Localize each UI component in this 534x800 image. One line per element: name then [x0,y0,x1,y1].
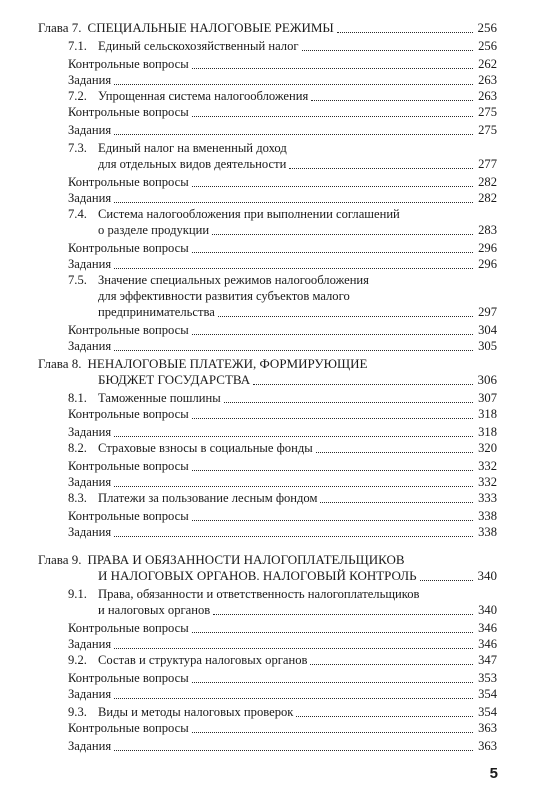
dot-leader [114,84,473,85]
entry-title: Задания [68,525,112,539]
section-title: Платежи за пользование лесным фондом [98,491,318,505]
entry-title: Контрольные вопросы [68,105,189,119]
entry-title-continued: и налоговых органов [98,603,211,617]
dot-leader [420,580,473,581]
entry-title: Контрольные вопросы [68,323,189,337]
section-number: 8.3. [68,491,87,505]
dot-leader [289,168,473,169]
section-title: Упрощенная система налогообложения [98,89,309,103]
page-ref: 354 [478,687,497,701]
toc-line [38,552,405,568]
dot-leader [114,698,473,699]
toc-line [68,190,497,206]
section-number: 8.1. [68,391,87,405]
entry-title: Контрольные вопросы [68,509,189,523]
toc-line [68,256,497,272]
entry-title-continued: И НАЛОГОВЫХ ОРГАНОВ. НАЛОГОВЫЙ КОНТРОЛЬ [98,568,417,583]
section-number: 7.5. [68,273,87,287]
dot-leader [192,632,473,633]
toc-line [68,738,497,754]
entry-title: Задания [68,637,112,651]
page-ref: 262 [478,57,497,71]
page-ref: 282 [478,191,497,205]
dot-leader [337,32,473,33]
toc-line [68,104,497,120]
entry-title: Контрольные вопросы [68,57,189,71]
section-title: Страховые взносы в социальные фонды [98,441,313,455]
dot-leader [302,50,473,51]
toc-line [68,206,400,222]
dot-leader [218,316,473,317]
section-number: 7.1. [68,39,87,53]
entry-title-continued: для эффективности развития субъектов малого [98,289,350,303]
page-ref: 318 [478,407,497,421]
page-ref: 340 [477,568,497,583]
section-number: 7.2. [68,89,87,103]
section-number: 9.1. [68,587,87,601]
chapter-label: Глава 8. [38,356,82,371]
dot-leader [192,520,473,521]
entry-title: Задания [68,191,112,205]
toc-line [68,122,497,138]
dot-leader [192,682,473,683]
page-ref: 296 [478,241,497,255]
toc-line-continued [98,156,497,172]
page-ref: 305 [478,339,497,353]
dot-leader [320,502,473,503]
entry-title-continued: о разделе продукции [98,223,210,237]
page-ref: 332 [478,459,497,473]
section-number: 9.2. [68,653,87,667]
toc-line [68,704,497,720]
dot-leader [192,334,473,335]
entry-title-continued: предпринимательства [98,305,215,319]
page-ref: 256 [478,39,497,53]
page-ref: 333 [478,491,497,505]
page-ref: 353 [478,671,497,685]
section-number: 7.3. [68,141,87,155]
dot-leader [224,402,473,403]
dot-leader [192,732,473,733]
toc-line [68,390,497,406]
page-ref: 283 [478,223,497,237]
entry-title: Задания [68,339,112,353]
dot-leader [192,186,473,187]
dot-leader [311,100,473,101]
page-ref: 307 [478,391,497,405]
toc-line [68,720,497,736]
toc-line [68,174,497,190]
entry-title: Контрольные вопросы [68,459,189,473]
entry-title: Контрольные вопросы [68,621,189,635]
toc-line [68,474,497,490]
toc-line-continued [98,222,497,238]
entry-title: Задания [68,739,112,753]
page-ref: 275 [478,123,497,137]
section-number: 9.3. [68,705,87,719]
page-ref: 363 [478,739,497,753]
entry-title: Контрольные вопросы [68,175,189,189]
page-ref: 338 [478,525,497,539]
toc-line [68,458,497,474]
toc-line [68,670,497,686]
page-ref: 363 [478,721,497,735]
toc-line [68,272,369,288]
toc-line [68,56,497,72]
page-ref: 318 [478,425,497,439]
toc-line [68,686,497,702]
chapter-title: СПЕЦИАЛЬНЫЕ НАЛОГОВЫЕ РЕЖИМЫ [87,20,334,35]
toc-line-continued [98,372,497,388]
page-number: 5 [489,765,498,782]
dot-leader [192,252,473,253]
section-title: Единый налог на вмененный доход [98,141,287,155]
section-number: 8.2. [68,441,87,455]
toc-line [68,88,497,104]
toc-line [68,586,419,602]
dot-leader [114,536,473,537]
toc-line [68,652,497,668]
dot-leader [192,116,473,117]
page-ref: 332 [478,475,497,489]
entry-title: Задания [68,257,112,271]
page-ref: 304 [478,323,497,337]
section-title: Таможенные пошлины [98,391,221,405]
section-title: Права, обязанности и ответственность налогоплательщиков [98,587,420,601]
page-ref: 256 [477,20,497,35]
dot-leader [114,350,473,351]
toc-line [68,524,497,540]
page-ref: 346 [478,621,497,635]
page-ref: 354 [478,705,497,719]
page-ref: 277 [478,157,497,171]
section-title: Виды и методы налоговых проверок [98,705,294,719]
dot-leader [114,648,473,649]
toc-line [68,322,497,338]
chapter-title: НЕНАЛОГОВЫЕ ПЛАТЕЖИ, ФОРМИРУЮЩИЕ [87,356,368,371]
dot-leader [213,614,473,615]
page-ref: 275 [478,105,497,119]
entry-title: Контрольные вопросы [68,671,189,685]
entry-title: Контрольные вопросы [68,241,189,255]
toc-line-continued [98,568,497,584]
dot-leader [212,234,473,235]
toc-line [38,20,497,36]
dot-leader [253,384,473,385]
toc-line [68,620,497,636]
dot-leader [310,664,473,665]
toc-line [68,38,497,54]
toc-line [68,636,497,652]
toc-line [68,338,497,354]
dot-leader [192,68,473,69]
page-ref: 263 [478,73,497,87]
page-ref: 346 [478,637,497,651]
toc-line [38,356,367,372]
entry-title: Контрольные вопросы [68,407,189,421]
page-ref: 296 [478,257,497,271]
page-ref: 320 [478,441,497,455]
section-title: Значение специальных режимов налогообложения [98,273,369,287]
dot-leader [114,436,473,437]
toc-line [68,440,497,456]
toc-line [68,72,497,88]
toc-line [68,406,497,422]
dot-leader [114,134,473,135]
dot-leader [114,486,473,487]
page-ref: 347 [478,653,497,667]
entry-title: Задания [68,425,112,439]
chapter-label: Глава 7. [38,20,82,35]
dot-leader [192,418,473,419]
entry-title: Задания [68,687,112,701]
entry-title: Контрольные вопросы [68,721,189,735]
dot-leader [192,470,473,471]
toc-line [68,240,497,256]
entry-title: Задания [68,73,112,87]
toc-line-continued [98,602,497,618]
page-ref: 338 [478,509,497,523]
toc-line [68,508,497,524]
page-ref: 340 [478,603,497,617]
page-ref: 263 [478,89,497,103]
toc-line-continued [98,288,350,304]
dot-leader [296,716,473,717]
toc-line [68,424,497,440]
entry-title: Задания [68,123,112,137]
section-title: Система налогообложения при выполнении соглашений [98,207,400,221]
page-ref: 282 [478,175,497,189]
page-ref: 297 [478,305,497,319]
chapter-label: Глава 9. [38,552,82,567]
entry-title: Задания [68,475,112,489]
entry-title-continued: для отдельных видов деятельности [98,157,287,171]
section-number: 7.4. [68,207,87,221]
section-title: Единый сельскохозяйственный налог [98,39,299,53]
dot-leader [114,268,473,269]
toc-line-continued [98,304,497,320]
section-title: Состав и структура налоговых органов [98,653,308,667]
entry-title-continued: БЮДЖЕТ ГОСУДАРСТВА [98,372,251,387]
dot-leader [114,202,473,203]
dot-leader [114,750,473,751]
toc-line [68,140,287,156]
dot-leader [316,452,473,453]
toc-line [68,490,497,506]
page-ref: 306 [477,372,497,387]
chapter-title: ПРАВА И ОБЯЗАННОСТИ НАЛОГОПЛАТЕЛЬЩИКОВ [87,552,405,567]
